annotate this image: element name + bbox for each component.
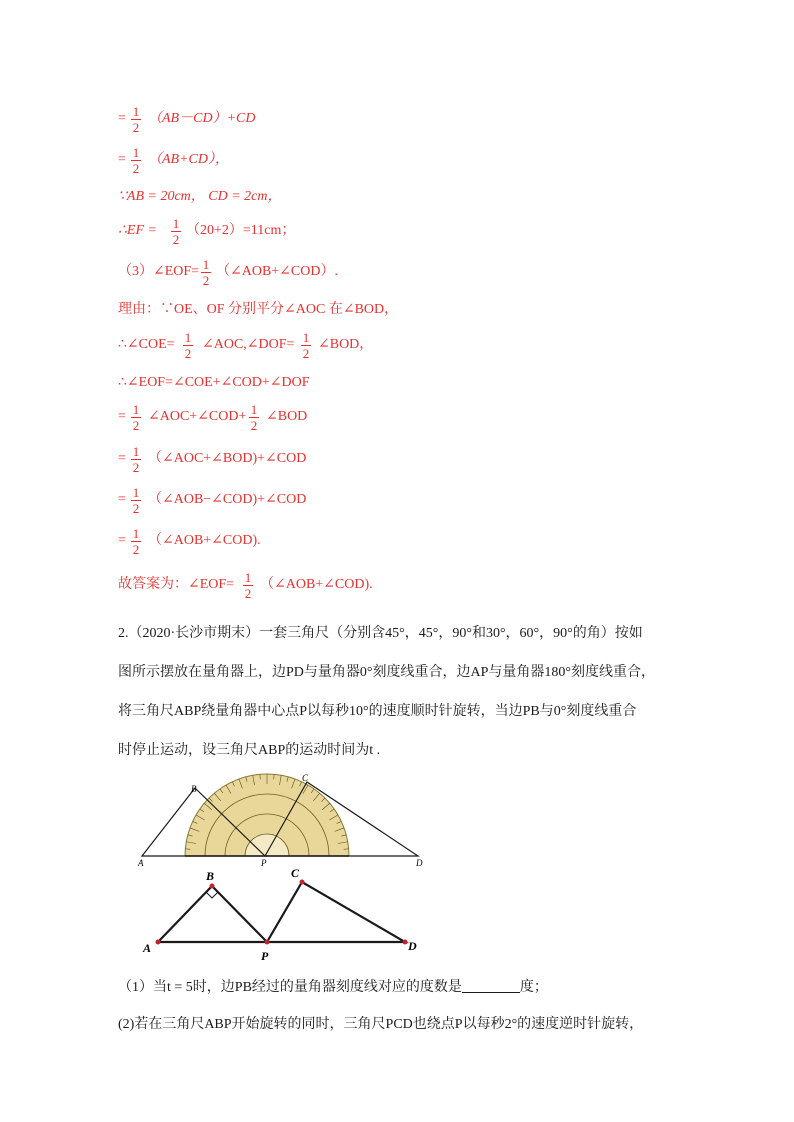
fraction-half: 1 2 bbox=[172, 216, 180, 247]
fraction-half: 1 2 bbox=[202, 257, 210, 288]
problem-line-3: 将三角尺ABP绕量角器中心点P以每秒10°的速度顺时针旋转，当边PB与0°刻度线重合 bbox=[118, 704, 637, 719]
problem-line-4: 时停止运动，设三角尺ABP的运动时间为t . bbox=[118, 743, 381, 758]
right-angle-mark bbox=[206, 892, 218, 898]
label-p: P bbox=[261, 949, 269, 962]
label-b: B bbox=[191, 784, 197, 794]
fraction-half: 1 2 bbox=[250, 402, 258, 433]
fraction-half: 1 2 bbox=[132, 526, 140, 557]
label-d: D bbox=[408, 939, 417, 953]
label-c: C bbox=[291, 866, 300, 880]
fraction-half: 1 2 bbox=[132, 444, 140, 475]
solution-line-3: ∵AB = 20cm， CD = 2cm， bbox=[118, 189, 282, 204]
fraction-half: 1 2 bbox=[132, 104, 140, 135]
fraction-half: 1 2 bbox=[132, 145, 140, 176]
problem-line-1: 2.（2020·长沙市期末）一套三角尺（分别含45°，45°，90°和30°，60°，90°的角）按如 bbox=[118, 626, 643, 641]
fraction-half: 1 2 bbox=[184, 330, 192, 361]
protractor-figure bbox=[130, 768, 440, 868]
fraction-half: 1 2 bbox=[132, 485, 140, 516]
protractor bbox=[185, 774, 349, 856]
fraction-half: 1 2 bbox=[244, 570, 252, 601]
label-d: D bbox=[416, 858, 423, 868]
label-p: P bbox=[261, 858, 267, 868]
label-a: A bbox=[138, 858, 144, 868]
label-c: C bbox=[302, 773, 309, 783]
solution-line-8: ∴∠EOF=∠COE+∠COD+∠DOF bbox=[118, 375, 310, 390]
problem-line-2: 图所示摆放在量角器上，边PD与量角器0°刻度线重合，边AP与量角器180°刻度线重合， bbox=[118, 665, 655, 680]
answer-blank[interactable] bbox=[462, 980, 520, 993]
fraction-half: 1 2 bbox=[132, 402, 140, 433]
question-2: (2)若在三角尺ABP开始旋转的同时，三角尺PCD也绕点P以每秒2°的速度逆时针旋转， bbox=[118, 1017, 644, 1032]
solution-line-6: 理由：∵OE、OF 分别平分∠AOC 在∠BOD， bbox=[118, 302, 399, 317]
label-a: A bbox=[143, 941, 152, 955]
fraction-half: 1 2 bbox=[302, 330, 310, 361]
triangles-figure bbox=[140, 864, 430, 962]
label-b: B bbox=[206, 869, 215, 883]
question-1: （1）当t = 5时，边PB经过的量角器刻度线对应的度数是 度； bbox=[118, 980, 548, 995]
